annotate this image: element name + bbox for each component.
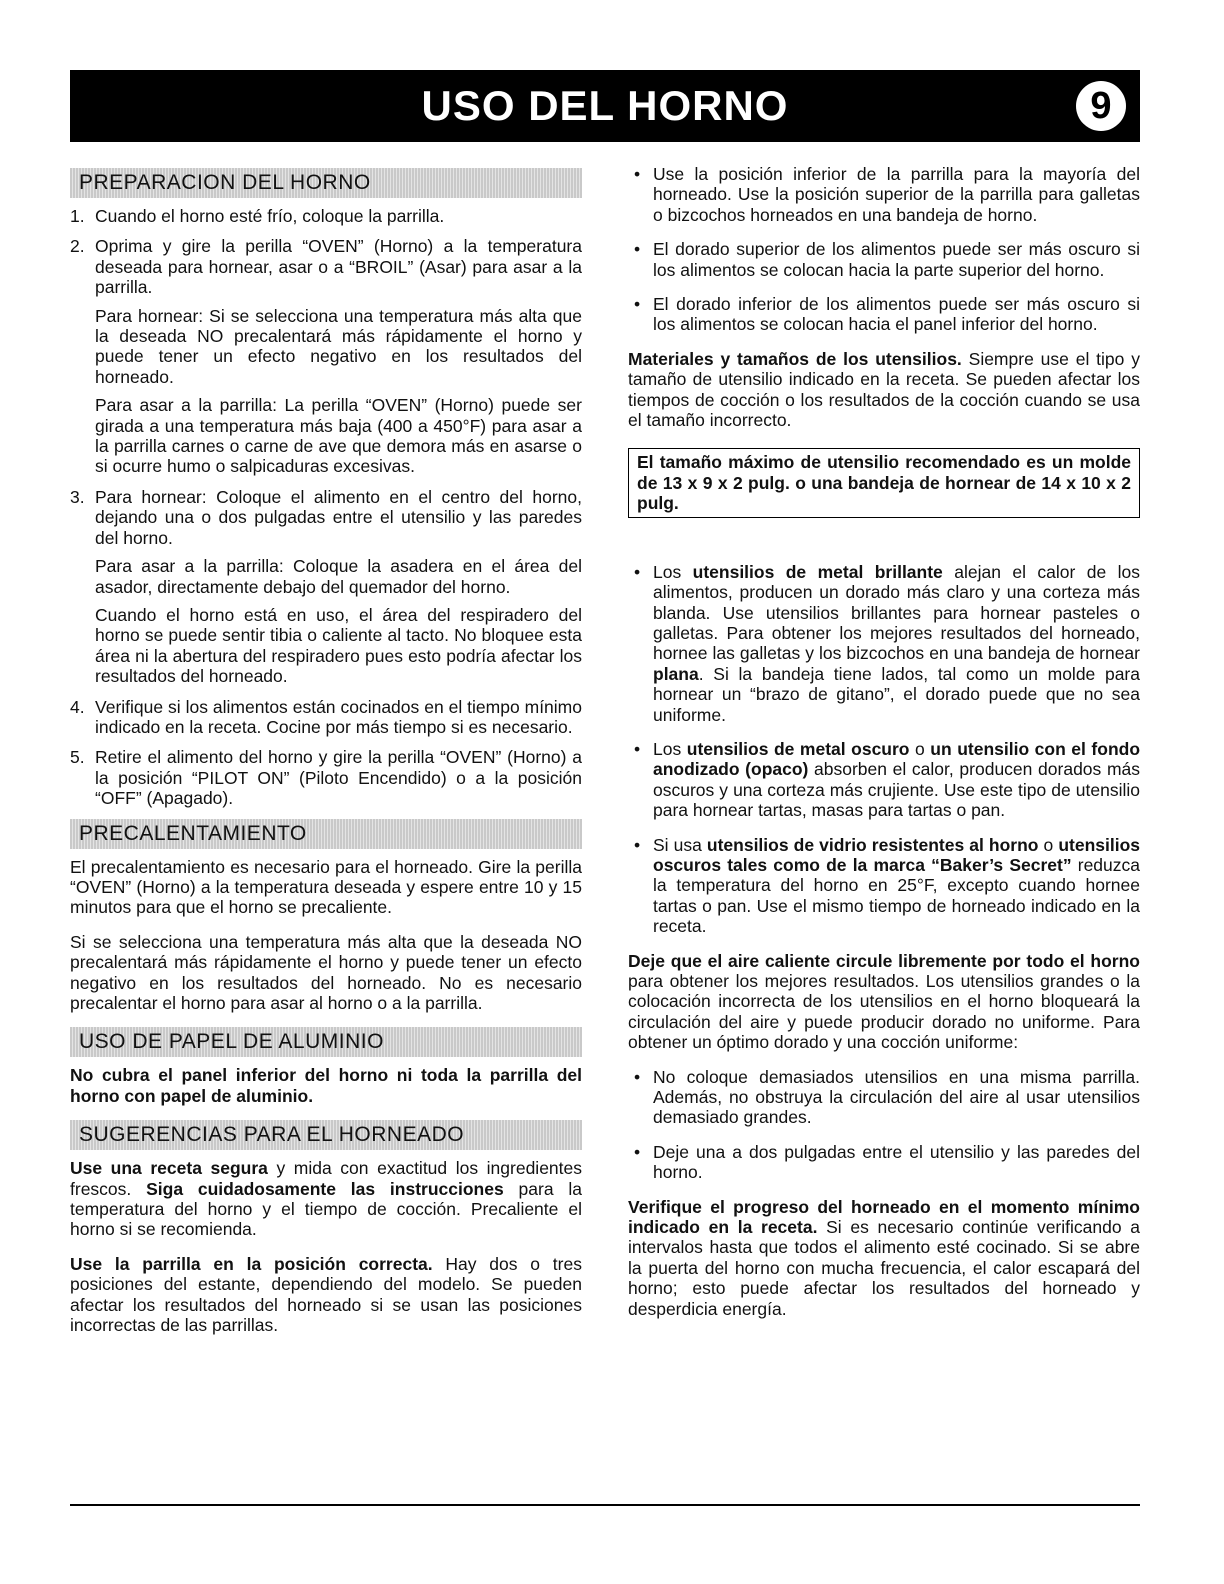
step-number: 2. <box>70 236 85 257</box>
step-item <box>70 206 582 226</box>
text-run: o <box>1038 834 1059 855</box>
text-run: Los <box>653 738 687 759</box>
right-column <box>628 164 1140 1333</box>
step-paragraph: Cuando el horno está en uso, el área del respiradero del horno se puede sentir tibia o caliente al tacto. No bloquee esta área ni la abertura del respiradero pues esto podría afectar los resultados del horneado. <box>95 604 582 687</box>
bullet-icon: • <box>634 738 641 759</box>
section-heading-preparacion: PREPARACION DEL HORNO <box>70 168 582 198</box>
text-run: reduzca la temperatura del horno en 25°F, excepto cuando hornee tartas o pan. Use el mismo tiempo de horneado indicado en la receta. <box>653 854 1140 937</box>
max-utensil-size-box: El tamaño máximo de utensilio recomendado es un molde de 13 x 9 x 2 pulg. o una bandeja de hornear de 14 x 10 x 2 pulg. <box>628 448 1140 517</box>
list-item-text: El dorado inferior de los alimentos puede ser más oscuro si los alimentos se colocan hacia el panel inferior del horno. <box>653 294 1140 335</box>
bullet-icon: • <box>634 1066 641 1087</box>
left-column <box>70 164 582 1349</box>
list-item <box>628 239 1140 280</box>
section-heading-sugerencias: SUGERENCIAS PARA EL HORNEADO <box>70 1120 582 1150</box>
list-item <box>628 294 1140 335</box>
text-run: Hay dos o tres posiciones del estante, dependiendo del modelo. Se pueden afectar los resultados del horneado si se usan las posiciones incorrectas de las parrillas. <box>70 1253 582 1336</box>
step-number: 4. <box>70 696 85 717</box>
paragraph <box>628 349 1140 431</box>
footer-rule <box>70 1504 1140 1506</box>
step-item <box>70 697 582 738</box>
section-heading-precalentamiento: PRECALENTAMIENTO <box>70 819 582 849</box>
bold-phrase: plana <box>653 663 699 684</box>
list-item <box>628 1067 1140 1128</box>
text-run: para obtener los mejores resultados. Los utensilios grandes o la colocación incorrecta de los utensilios en el horno bloqueará la circulación del aire y puede producir dorado no uniforme. Para obtener un óptimo dorado y una cocción uniforme: <box>628 971 1140 1053</box>
step-text: Cuando el horno esté frío, coloque la parrilla. <box>95 206 445 226</box>
section-heading-papel-aluminio: USO DE PAPEL DE ALUMINIO <box>70 1027 582 1057</box>
bold-phrase: utensilios de metal brillante <box>692 561 943 582</box>
step-item <box>70 747 582 808</box>
text-run: y mida con exactitud los ingredientes frescos. <box>70 1158 583 1199</box>
list-item-text: No coloque demasiados utensilios en una misma parrilla. Además, no obstruya la circulación del aire al usar utensilios demasiado grandes. <box>653 1066 1140 1128</box>
bullet-icon: • <box>634 834 641 855</box>
step-item <box>70 487 582 687</box>
step-paragraph: Para asar a la parrilla: La perilla “OVEN” (Horno) puede ser girada a una temperatura más baja (400 a 450°F) para asar a la parrilla carnes o carne de ave que demora más en asarse o si ocurre humo o salpicaduras excesivas. <box>95 395 582 477</box>
list-item <box>628 835 1140 937</box>
bold-phrase: Use la parrilla en la posición correcta. <box>70 1253 433 1274</box>
page-number-badge: 9 <box>1076 81 1126 131</box>
bold-phrase: Siga cuidadosamente las instrucciones <box>146 1178 504 1199</box>
step-paragraph: Para asar a la parrilla: Coloque la asadera en el área del asador, directamente debajo del quemador del horno. <box>95 556 582 597</box>
list-item-text: Deje una a dos pulgadas entre el utensilio y las paredes del horno. <box>653 1141 1140 1183</box>
bold-phrase: un utensilio con el fondo anodizado (opaco) <box>653 738 1141 780</box>
bullet-icon: • <box>634 1141 641 1162</box>
step-paragraph: Para hornear: Si se selecciona una temperatura más alta que la deseada NO precalentará más rápidamente el horno y puede tener un efecto negativo en los resultados del horneado. <box>95 305 582 387</box>
rack-position-bullets <box>628 164 1140 335</box>
bold-phrase: Use una receta segura <box>70 1158 268 1179</box>
paragraph: El precalentamiento es necesario para el horneado. Gire la perilla “OVEN” (Horno) a la temperatura deseada y espere entre 10 y 15 minutos para que el horno se precaliente. <box>70 856 582 918</box>
text-run: . Si la bandeja tiene lados, tal como un molde para hornear un “brazo de gitano”, el dorado puede que no sea uniforme. <box>653 663 1140 725</box>
paragraph <box>70 1254 582 1336</box>
step-text: Oprima y gire la perilla “OVEN” (Horno) a la temperatura deseada para hornear, asar o a “BROIL” (Asar) para asar a la parrilla. <box>95 236 582 298</box>
list-item-text: El dorado superior de los alimentos puede ser más oscuro si los alimentos se colocan hacia la parte superior del horno. <box>653 239 1140 280</box>
text-run: Los <box>653 561 693 582</box>
paragraph <box>70 1158 582 1240</box>
step-item <box>70 236 582 476</box>
step-text: Retire el alimento del horno y gire la perilla “OVEN” (Horno) a la posición “PILOT ON” (Piloto Encendido) o a la posición “OFF” (Apagado). <box>95 747 582 809</box>
text-run: para la temperatura del horno y el tiempo de cocción. Precaliente el horno si se recomienda. <box>70 1178 583 1240</box>
bullet-icon: • <box>634 239 641 260</box>
step-text: Verifique si los alimentos están cocinados en el tiempo mínimo indicado en la receta. Cocine por más tiempo si es necesario. <box>95 696 582 737</box>
foil-warning-text: No cubra el panel inferior del horno ni toda la parrilla del horno con papel de aluminio. <box>70 1065 582 1106</box>
list-item-text: Use la posición inferior de la parrilla para la mayoría del horneado. Use la posición superior de la parrilla para galletas o bizcochos horneados en una bandeja de horno. <box>653 164 1140 225</box>
preparation-steps <box>70 206 582 809</box>
list-item <box>628 562 1140 725</box>
bold-phrase: Verifique el progreso del horneado en el momento mínimo indicado en la receta. <box>628 1196 1140 1238</box>
paragraph <box>628 951 1140 1053</box>
list-item <box>628 164 1140 225</box>
list-item <box>628 1142 1140 1183</box>
paragraph: Si se selecciona una temperatura más alta que la deseada NO precalentará más rápidamente el horno y puede tener un efecto negativo en los resultados del horneado. No es necesario precalentar el horno para asar al horno o a la parrilla. <box>70 931 582 1013</box>
text-run: o <box>909 738 931 759</box>
bullet-icon: • <box>634 294 641 315</box>
text-run: Si es necesario continúe verificando a intervalos hasta que todos el alimento esté cocinado. Si se abre la puerta del horno con mucha frecuencia, el calor escapará del horno; esto puede afectar los resultados del horneado y desperdicia energía. <box>628 1217 1140 1319</box>
bold-phrase: utensilios de metal oscuro <box>686 738 910 759</box>
step-number: 5. <box>70 747 85 768</box>
bold-phrase: utensilios de vidrio resistentes al horno <box>706 834 1039 855</box>
paragraph <box>628 1197 1140 1319</box>
air-circulation-bullets <box>628 1067 1140 1183</box>
page-title: USO DEL HORNO <box>421 82 789 129</box>
utensil-type-bullets <box>628 562 1140 937</box>
text-run: Siempre use el tipo y tamaño de utensilio indicado en la receta. Se pueden afectar los tiempos de cocción o los resultados de la cocción cuando se usa el tamaño incorrecto. <box>628 348 1140 431</box>
text-run: Si usa <box>653 834 707 855</box>
bullet-icon: • <box>634 561 641 582</box>
bold-phrase: utensilios oscuros tales como de la marca “Baker’s Secret” <box>653 834 1141 875</box>
step-number: 1. <box>70 206 85 226</box>
page-header-banner <box>70 70 1140 142</box>
bold-phrase: Materiales y tamaños de los utensilios. <box>628 348 962 369</box>
foil-warning <box>70 1065 582 1106</box>
bullet-icon: • <box>634 164 641 184</box>
step-number: 3. <box>70 486 85 507</box>
step-text: Para hornear: Coloque el alimento en el centro del horno, dejando una o dos pulgadas entre el utensilio y las paredes del horno. <box>95 486 582 548</box>
bold-phrase: Deje que el aire caliente circule libremente por todo el horno <box>628 950 1140 971</box>
list-item <box>628 739 1140 821</box>
text-run: absorben el calor, producen dorados más oscuros y una corteza más crujiente. Use este tipo de utensilio para hornear tartas, masas para tartas o pan. <box>653 759 1140 821</box>
text-run: alejan el calor de los alimentos, producen un dorado más claro y una corteza más blanda. Use utensilios brillantes para hornear pasteles o galletas. Para obtener los mejores resultados del horneado, hornee las galletas y los bizcochos en una bandeja de hornear <box>653 561 1140 664</box>
